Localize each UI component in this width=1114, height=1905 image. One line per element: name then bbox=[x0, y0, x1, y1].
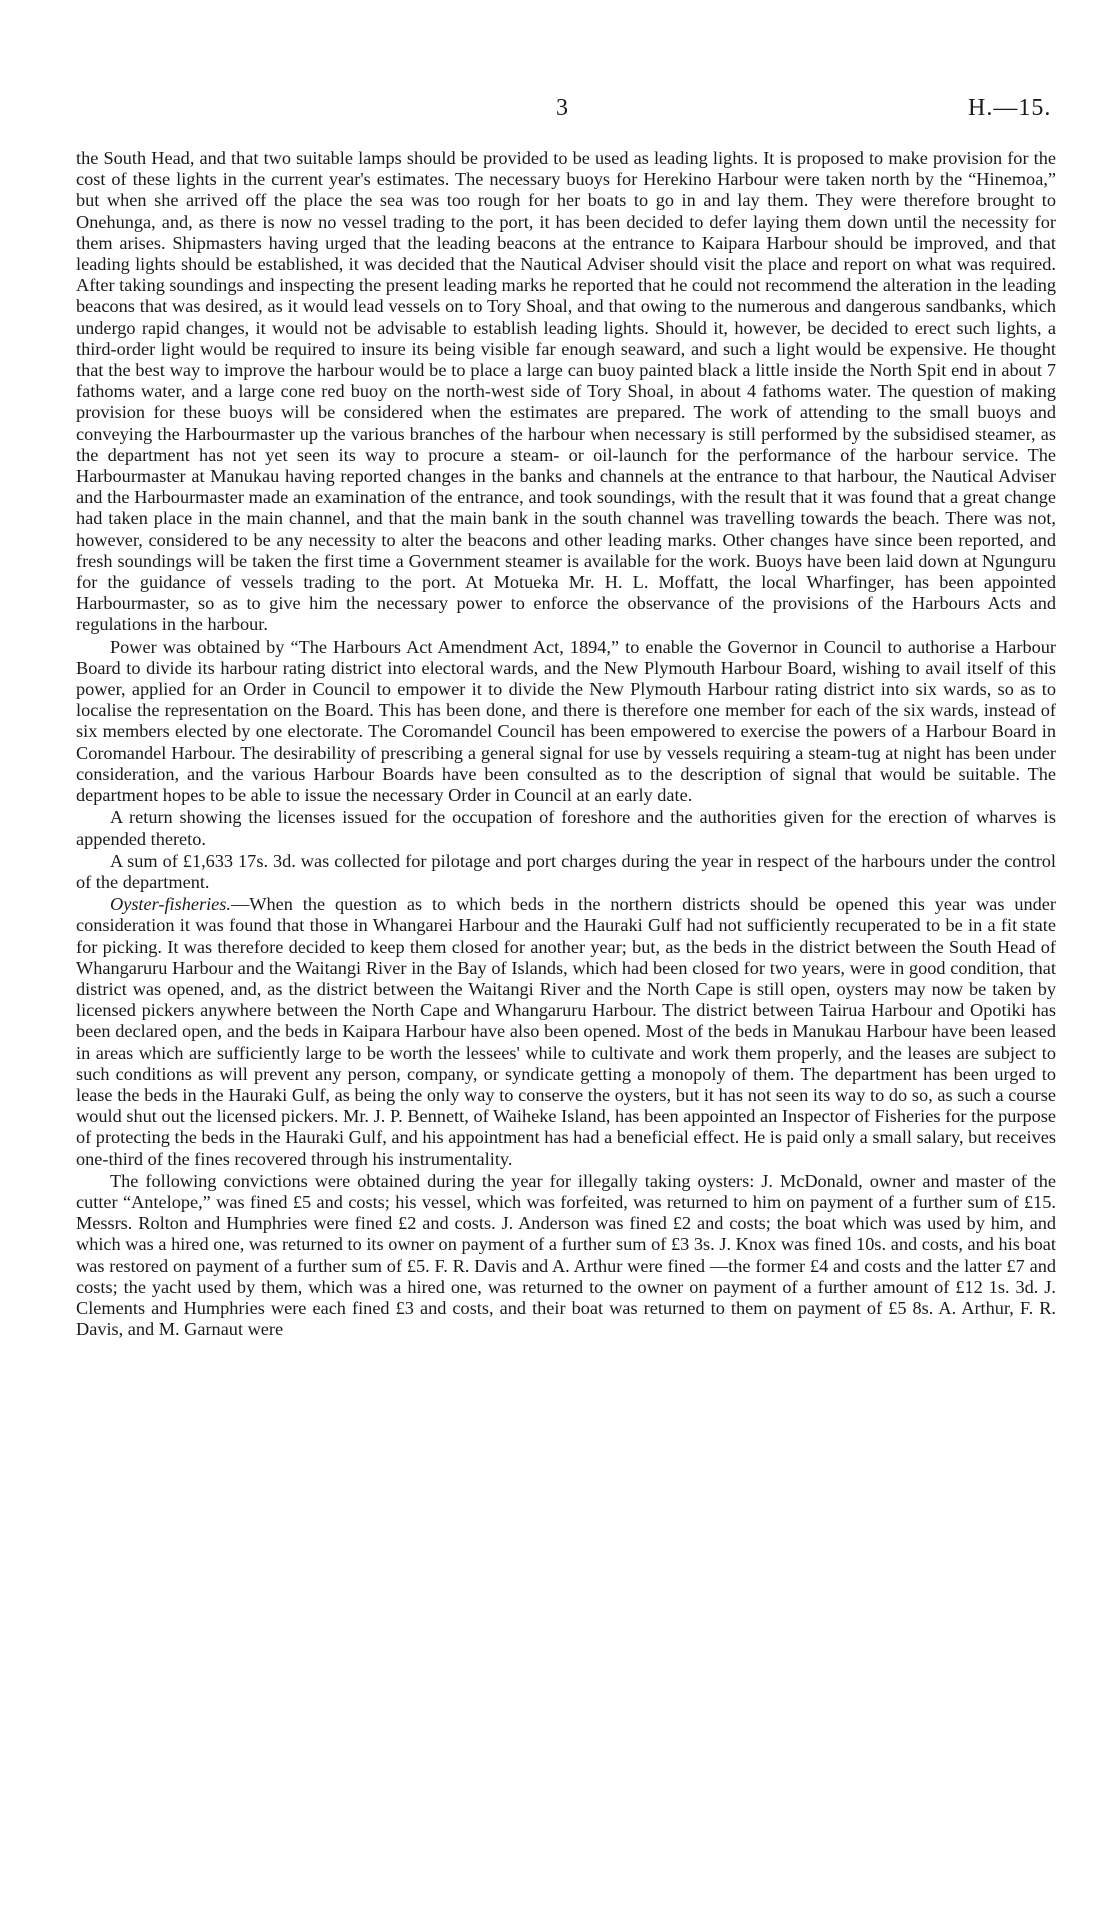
paragraph-oyster-fisheries bbox=[76, 894, 1056, 1170]
page-number: 3 bbox=[556, 95, 568, 121]
paragraph-convictions: The following convictions were obtained during the year for illegally taking oysters: J. McDonald, owner and master of the cutter “Antelope,” was fined £5 and costs; his vessel, which was forfeited, was returned to him on payment of a further sum of £15. Messrs. Rolton and Humphries were fined £2 and costs. J. Anderson was fined £2 and costs; the boat which was used by him, and which was a hired one, was returned to its owner on payment of a further sum of £3 3s. J. Knox was fined 10s. and costs, and his boat was restored on payment of a further sum of £5. F. R. Davis and A. Arthur were fined —the former £4 and costs and the latter £7 and costs; the yacht used by them, which was a hired one, was returned to the owner on payment of a further amount of £12 1s. 3d. J. Clements and Humphries were each fined £3 and costs, and their boat was returned to them on payment of £5 8s. A. Arthur, F. R. Davis, and M. Garnaut were bbox=[76, 1170, 1056, 1340]
paragraph-foreshore-licenses: A return showing the licenses issued for the occupation of foreshore and the authorities given for the erection of wharves is appended thereto. bbox=[76, 807, 1056, 849]
paragraph-pilotage-charges: A sum of £1,633 17s. 3d. was collected for pilotage and port charges during the year in respect of the harbours under the control of the department. bbox=[76, 850, 1056, 892]
document-reference: H.—15. bbox=[968, 95, 1052, 121]
section-heading-oyster-fisheries: Oyster-fisheries. bbox=[110, 894, 231, 915]
paragraph-harbour-works: the South Head, and that two suitable lamps should be provided to be used as leading lights. It is proposed to make provision for the cost of these lights in the current year's estimates. The necessary buoys for Herekino Harbour were taken north by the “Hinemoa,” but when she arrived off the place the sea was too rough for her boats to go in and lay them. They were therefore brought to Onehunga, and, as there is now no vessel trading to the port, it has been decided to defer laying them down until the necessity for them arises. Shipmasters having urged that the leading beacons at the entrance to Kaipara Harbour should be improved, and that leading lights should be established, it was decided that the Nautical Adviser should visit the place and report on what was required. After taking soundings and inspecting the present leading marks he reported that he could not recommend the alteration in the leading beacons that was desired, as it would lead vessels on to Tory Shoal, and that owing to the numerous and dangerous sandbanks, which undergo rapid changes, it would not be advisable to establish leading lights. Should it, however, be decided to erect such lights, a third-order light would be required to insure its being visible far enough seaward, and such a light would be expensive. He thought that the best way to improve the harbour would be to place a large can buoy painted black a little inside the North Spit end in about 7 fathoms water, and a large cone red buoy on the north-west side of Tory Shoal, in about 4 fathoms water. The question of making provision for these buoys will be considered when the estimates are prepared. The work of attending to the small buoys and conveying the Harbourmaster up the various branches of the harbour when necessary is still performed by the subsidised steamer, as the department has not yet seen its way to procure a steam- or oil-launch for the performance of the harbour service. The Harbourmaster at Manukau having reported changes in the banks and channels at the entrance to that harbour, the Nautical Adviser and the Harbourmaster made an examination of the entrance, and took soundings, with the result that it was found that a great change had taken place in the main channel, and that the main bank in the south channel was travelling towards the beach. There was not, however, considered to be any necessity to alter the beacons and other leading marks. Other changes have since been reported, and fresh soundings will be taken the first time a Government steamer is available for the work. Buoys have been laid down at Ngunguru for the guidance of vessels trading to the port. At Motueka Mr. H. L. Moffatt, the local Wharfinger, has been appointed Harbourmaster, so as to give him the necessary power to enforce the observance of the provisions of the Harbours Acts and regulations in the harbour. bbox=[76, 148, 1056, 635]
paragraph-harbours-act: Power was obtained by “The Harbours Act Amendment Act, 1894,” to enable the Governor in Council to authorise a Harbour Board to divide its harbour rating district into electoral wards, and the New Plymouth Harbour Board, wishing to avail itself of this power, applied for an Order in Council to empower it to divide the New Plymouth Harbour rating district into six wards, so as to localise the representation on the Board. This has been done, and there is therefore one member for each of the six wards, instead of six members elected by one electorate. The Coromandel Council has been empowered to exercise the powers of a Harbour Board in Coromandel Harbour. The desirability of prescribing a general signal for use by vessels requiring a steam-tug at night has been under consideration, and the various Harbour Boards have been consulted as to the description of signal that would be suitable. The department hopes to be able to issue the necessary Order in Council at an early date. bbox=[76, 636, 1056, 806]
paragraph-oyster-fisheries-text: —When the question as to which beds in the northern districts should be opened this year was under consideration it was found that those in Whangarei Harbour and the Hauraki Gulf had not sufficiently recuperated to be in a fit state for picking. It was therefore decided to keep them closed for another year; but, as the beds in the district between the South Head of Whangaruru Harbour and the Waitangi River in the Bay of Islands, which had been closed for two years, were in good condition, that district was opened, and, as the district between the Waitangi River and the North Cape is still open, oysters may now be taken by licensed pickers anywhere between the North Cape and Whangaruru Harbour. The district between Tairua Harbour and Opotiki has been declared open, and the beds in Kaipara Harbour have also been opened. Most of the beds in Manukau Harbour have been leased in areas which are sufficiently large to be worth the lessees' while to cultivate and work them properly, and the leases are subject to such conditions as will prevent any person, company, or syndicate getting a monopoly of them. The department has been urged to lease the beds in the Hauraki Gulf, as being the only way to conserve the oysters, but it has not seen its way to do so, as such a course would shut out the licensed pickers. Mr. J. P. Bennett, of Waiheke Island, has been appointed an Inspector of Fisheries for the purpose of protecting the beds in the Hauraki Gulf, and his appointment has had a beneficial effect. He is paid only a small salary, but receives one-third of the fines recovered through his instrumentality. bbox=[76, 894, 1056, 1169]
body-text bbox=[76, 148, 1056, 1340]
